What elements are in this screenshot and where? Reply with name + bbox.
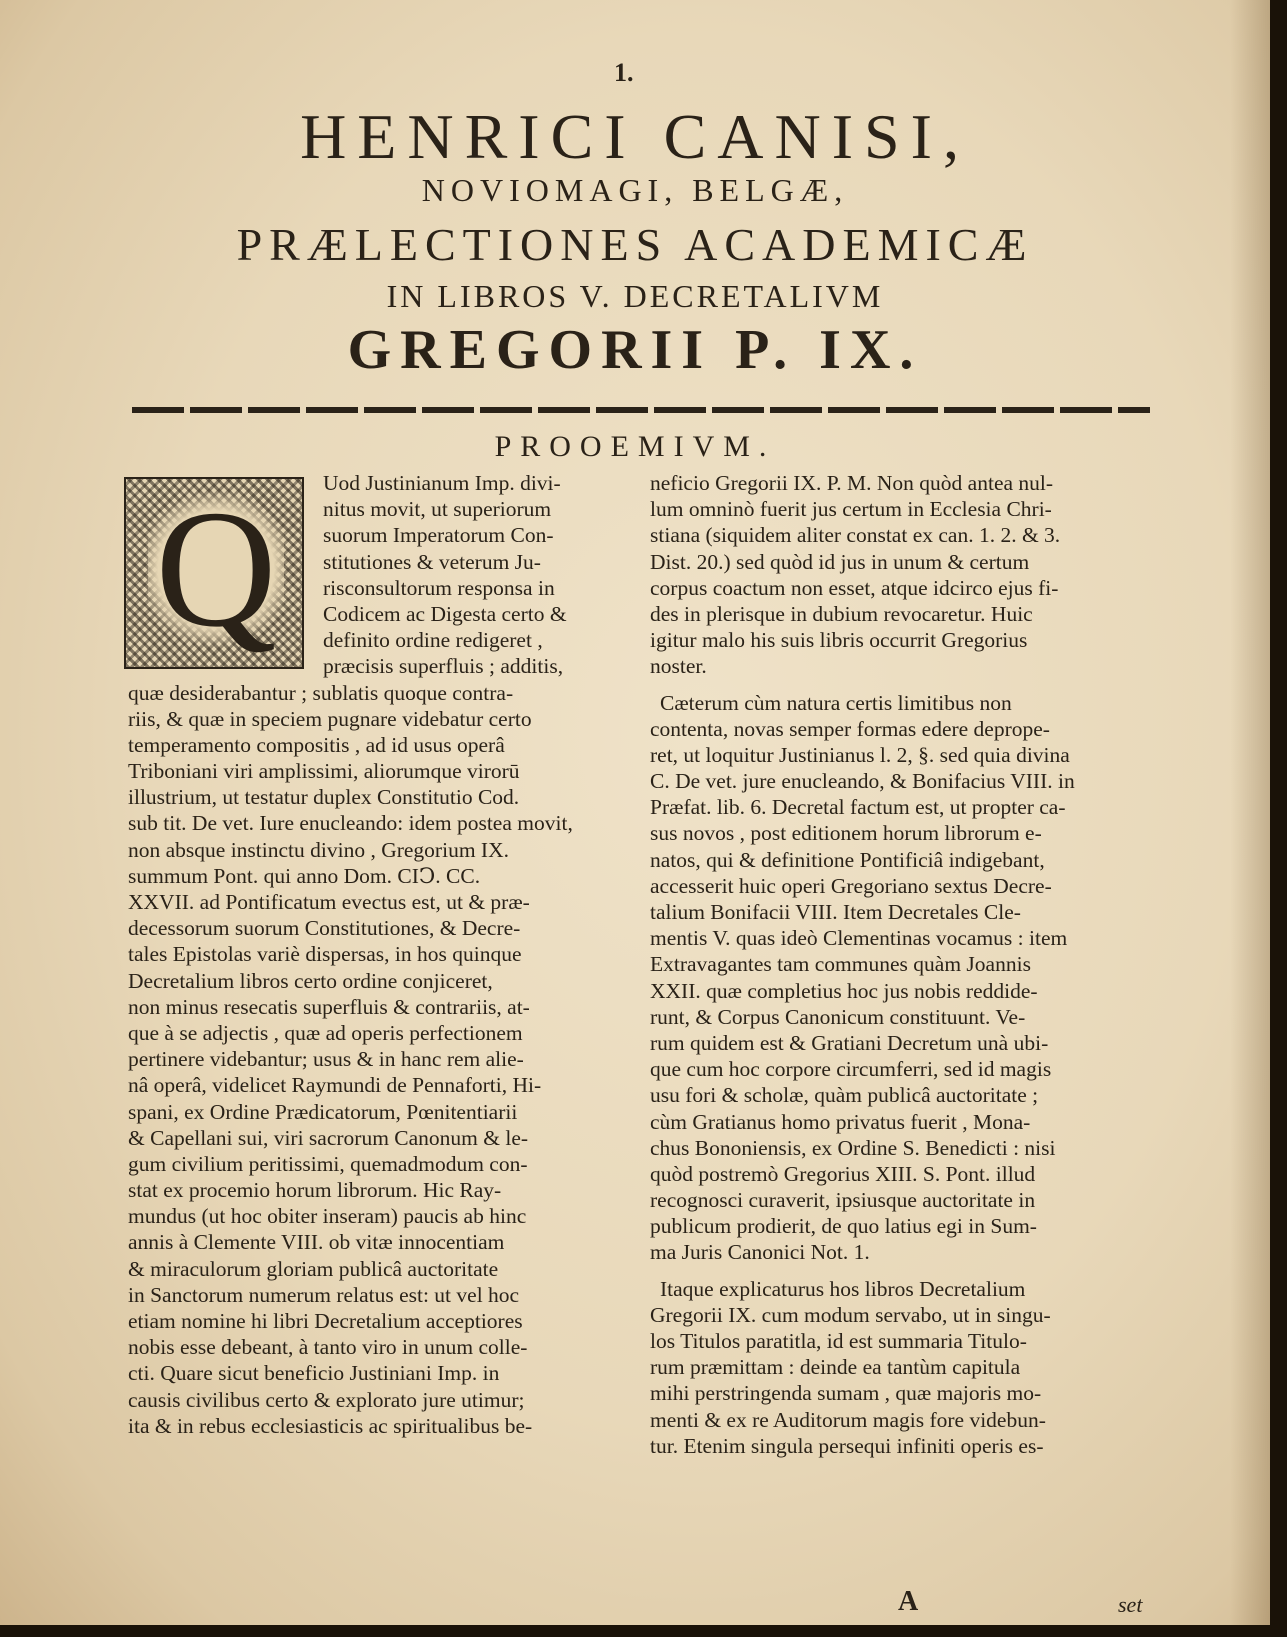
text-line: pertinere videbantur; usus & in hanc rem alie- bbox=[128, 1047, 524, 1072]
text-line: non absque instinctu divino , Gregorium IX. bbox=[128, 837, 509, 862]
text-line: sus novos , post editionem horum librorum e- bbox=[650, 821, 1042, 846]
text-line: quæ desiderabantur ; sublatis quoque contra- bbox=[128, 680, 514, 705]
title-line-5: GREGORII P. IX. bbox=[347, 319, 923, 381]
text-line: illustrium, ut testatur duplex Constitutio Cod. bbox=[128, 785, 520, 810]
text-line: talium Bonifacii VIII. Item Decretales Cle- bbox=[650, 900, 1021, 924]
text-line: suorum Imperatorum Con- bbox=[323, 523, 554, 548]
text-line: temperamento compositis , ad id usus operâ bbox=[128, 732, 505, 757]
text-line: decessorum suorum Constitutiones, & Decre- bbox=[128, 916, 521, 941]
title-line-3: PRÆLECTIONES ACADEMICÆ bbox=[236, 219, 1034, 270]
text-line: lum omninò fuerit jus certum in Ecclesia Chri- bbox=[650, 497, 1052, 522]
text-line: ret, ut loquitur Justinianus l. 2, §. sed quia divina bbox=[650, 742, 1070, 767]
text-line: Dist. 20.) sed quòd id jus in unum & certum bbox=[650, 549, 1030, 574]
text-line: præcisis superfluis ; additis, bbox=[323, 654, 564, 679]
text-line: sub tit. De vet. Iure enucleando: idem postea movit, bbox=[128, 811, 573, 836]
paragraph-2 bbox=[650, 690, 1160, 1266]
title-line-1: HENRICI CANISI, bbox=[300, 101, 970, 172]
text-line: des in plerisque in dubium revocaretur. Huic bbox=[650, 601, 1033, 626]
text-line: los Titulos paratitla, id est summaria Titulo- bbox=[650, 1329, 1027, 1353]
text-line: mundus (ut hoc obiter inseram) paucis ab hinc bbox=[128, 1204, 527, 1229]
text-line: runt, & Corpus Canonicum constituunt. Ve- bbox=[650, 1004, 1026, 1029]
text-line: Triboniani viri amplissimi, aliorumque virorū bbox=[128, 759, 520, 784]
text-line: annis à Clemente VIII. ob vitæ innocentiam bbox=[128, 1230, 505, 1255]
paragraph-1 bbox=[650, 470, 1160, 680]
left-column bbox=[128, 470, 628, 1439]
text-line: accesserit huic operi Gregoriano sextus Decre- bbox=[650, 873, 1052, 898]
text-line: mentis V. quas ideò Clementinas vocamus : item bbox=[650, 926, 1068, 951]
title-line-4: IN LIBROS V. DECRETALIVM bbox=[386, 278, 884, 314]
text-line: Cæterum cùm natura certis limitibus non bbox=[660, 690, 1012, 715]
text-line: chus Bononiensis, ex Ordine S. Benedicti : nisi bbox=[650, 1135, 1056, 1160]
text-line: in Sanctorum numerum relatus est: ut vel hoc bbox=[128, 1282, 520, 1307]
text-line: causis civilibus certo & explorato jure utimur; bbox=[128, 1387, 525, 1412]
text-line: recognosci curaverit, ipsiusque auctoritate in bbox=[650, 1188, 1036, 1213]
text-line: natos, qui & definitione Pontificiâ indigebant, bbox=[650, 847, 1045, 872]
text-line: usu fori & scholæ, quàm publicâ auctoritate ; bbox=[650, 1083, 1039, 1108]
text-line: rum præmittam : deinde ea tantùm capitula bbox=[650, 1355, 1021, 1380]
text-line: cti. Quare sicut beneficio Justiniani Imp. in bbox=[128, 1361, 500, 1386]
text-line: igitur malo his suis libris occurrit Gregorius bbox=[650, 628, 1028, 653]
text-line: que cum hoc corpore circumferri, sed id magis bbox=[650, 1057, 1052, 1082]
text-line: tur. Etenim singula persequi infiniti operis es- bbox=[650, 1433, 1044, 1458]
text-line: summum Pont. qui anno Dom. CIↃ. CC. bbox=[128, 863, 481, 888]
text-line: nitus movit, ut superiorum bbox=[323, 497, 552, 522]
text-line: risconsultorum responsa in bbox=[323, 575, 555, 600]
text-line: noster. bbox=[650, 654, 707, 679]
signature-mark: A bbox=[898, 1586, 919, 1617]
text-line: etiam nomine hi libri Decretalium acceptiores bbox=[128, 1309, 523, 1333]
text-line: Codicem ac Digesta certo & bbox=[323, 601, 567, 626]
text-line: Gregorii IX. cum modum servabo, ut in singu- bbox=[650, 1302, 1051, 1327]
page-number: 1. bbox=[614, 58, 634, 87]
text-line: stiana (siquidem aliter constat ex can. 1. 2. & 3. bbox=[650, 523, 1061, 548]
catchword: set bbox=[1118, 1592, 1143, 1617]
right-column bbox=[650, 470, 1160, 1459]
section-heading: PROOEMIVM. bbox=[494, 430, 776, 463]
text-line: stitutiones & veterum Ju- bbox=[323, 549, 541, 574]
text-line: menti & ex re Auditorum magis fore videbun- bbox=[650, 1407, 1046, 1432]
text-line: gum civilium peritissimi, quemadmodum con- bbox=[128, 1151, 528, 1176]
text-line: Uod Justinianum Imp. divi- bbox=[323, 471, 561, 495]
text-line: riis, & quæ in speciem pugnare videbatur certo bbox=[128, 706, 532, 731]
text-line: neficio Gregorii IX. P. M. Non quòd antea nul- bbox=[650, 471, 1054, 495]
text-line: stat ex procemio horum librorum. Hic Ray- bbox=[128, 1178, 502, 1203]
text-line: Decretalium libros certo ordine conjiceret, bbox=[128, 968, 493, 993]
text-line: rum quidem est & Gratiani Decretum unà ubi- bbox=[650, 1030, 1049, 1055]
text-line: que à se adjectis , quæ ad operis perfectionem bbox=[128, 1020, 523, 1045]
text-line: ita & in rebus ecclesiasticis ac spiritualibus be- bbox=[128, 1413, 533, 1438]
text-line: publicum prodierit, de quo latius egi in Sum- bbox=[650, 1214, 1037, 1239]
text-line: mihi perstringenda sumam , quæ majoris mo- bbox=[650, 1381, 1042, 1406]
text-line: & Capellani sui, viri sacrorum Canonum & le- bbox=[128, 1125, 529, 1150]
text-line: cùm Gratianus homo privatus fuerit , Mona- bbox=[650, 1109, 1031, 1134]
text-line: tales Epistolas variè dispersas, in hos quinque bbox=[128, 942, 522, 967]
text-line: quòd postremò Gregorius XIII. S. Pont. illud bbox=[650, 1161, 1036, 1186]
title-line-2: NOVIOMAGI, BELGÆ, bbox=[421, 172, 849, 208]
text-line: nobis esse debeant, à tanto viro in unum colle- bbox=[128, 1335, 528, 1360]
paragraph-3 bbox=[650, 1276, 1160, 1459]
ornamental-rule bbox=[132, 407, 1150, 413]
text-line: XXVII. ad Pontificatum evectus est, ut & præ- bbox=[128, 890, 530, 914]
text-line: C. De vet. jure enucleando, & Bonifacius VIII. in bbox=[650, 769, 1075, 794]
text-line: definito ordine redigeret , bbox=[323, 628, 543, 653]
text-line: Itaque explicaturus hos libros Decretalium bbox=[660, 1276, 1026, 1301]
text-line: Extravagantes tam communes quàm Joannis bbox=[650, 952, 1031, 977]
text-line: nâ operâ, videlicet Raymundi de Pennaforti, Hi- bbox=[128, 1073, 542, 1098]
text-line: corpus coactum non esset, atque idcirco ejus fi- bbox=[650, 575, 1059, 600]
text-line: Præfat. lib. 6. Decretal factum est, ut propter ca- bbox=[650, 795, 1066, 820]
text-line: spani, ex Ordine Prædicatorum, Pœnitentiarii bbox=[128, 1099, 518, 1124]
text-line: contenta, novas semper formas edere deprope- bbox=[650, 716, 1050, 741]
text-line: & miraculorum gloriam publicâ auctoritate bbox=[128, 1256, 499, 1281]
text-line: ma Juris Canonici Not. 1. bbox=[650, 1240, 870, 1265]
text-line: XXII. quæ completius hoc jus nobis reddide- bbox=[650, 978, 1038, 1003]
initial-letter: Q bbox=[148, 489, 284, 649]
text-line: non minus resecatis superfluis & contrariis, at- bbox=[128, 994, 530, 1019]
